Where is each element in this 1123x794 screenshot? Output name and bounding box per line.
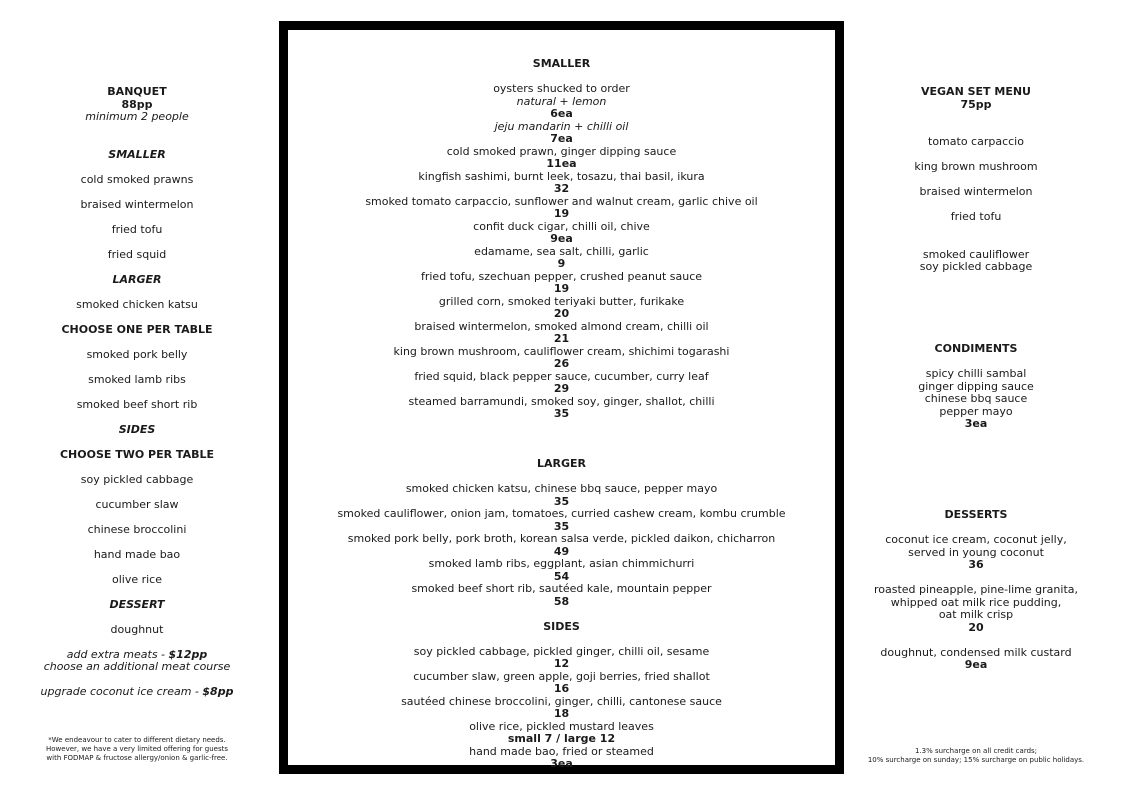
item-price: 21 — [553, 332, 570, 345]
menu-item: smoked chicken katsu — [76, 297, 198, 311]
condiments-heading: CONDIMENTS — [934, 342, 1018, 355]
banquet-smaller-list — [22, 174, 252, 262]
banquet-dessert-heading: DESSERT — [109, 597, 165, 611]
item-description: olive rice, pickled mustard leaves — [469, 719, 654, 733]
extra-meats-line: add extra meats - $12pp — [66, 647, 208, 661]
menu-line: spicy chilli sambal — [925, 367, 1027, 380]
item-description: jeju mandarin + chilli oil — [494, 119, 629, 133]
menu-line: pepper mayo — [939, 404, 1013, 418]
item-price: 12 — [553, 657, 570, 670]
menu-item: olive rice — [111, 572, 162, 586]
item-description: grilled corn, smoked teriyaki butter, furikake — [438, 294, 685, 308]
item-description: sautéed chinese broccolini, ginger, chilli, cantonese sauce — [401, 694, 722, 708]
vegan-title: VEGAN SET MENU — [921, 85, 1031, 98]
item-description: steamed barramundi, smoked soy, ginger, shallot, chilli — [408, 394, 715, 408]
vegan-items-extra — [858, 249, 1094, 274]
vegan-price: 75pp — [960, 97, 992, 111]
item-price: 6ea — [550, 107, 573, 120]
menu-item: doughnut — [110, 622, 164, 636]
item-price: 35 — [553, 407, 570, 420]
dessert-item — [858, 584, 1094, 622]
desserts-heading: DESSERTS — [944, 508, 1008, 521]
item-description: braised wintermelon, smoked almond cream, chilli oil — [414, 319, 709, 333]
menu-item: tomato carpaccio — [928, 135, 1024, 148]
item-price: 18 — [553, 707, 570, 720]
item-description: soy pickled cabbage, pickled ginger, chilli oil, sesame — [413, 644, 710, 658]
menu-line: ginger dipping sauce — [918, 379, 1034, 393]
item-description: smoked pork belly, pork broth, korean salsa verde, pickled daikon, chicharron — [347, 532, 776, 545]
item-description: smoked tomato carpaccio, sunflower and walnut cream, garlic chive oil — [365, 194, 758, 208]
item-description: cold smoked prawn, ginger dipping sauce — [446, 144, 677, 158]
banquet-larger-list — [22, 299, 252, 312]
dietary-footnote: *We endeavour to cater to different dietary needs. However, we have a very limited offering for guests with FODMAP & fructose allergy/onion & garlic-free. — [45, 736, 228, 762]
menu-line: roasted pineapple, pine-lime granita, — [873, 583, 1078, 596]
item-description: smoked beef short rib, sautéed kale, mountain pepper — [411, 582, 712, 595]
menu-item: cold smoked prawns — [80, 172, 194, 186]
item-price: 19 — [553, 282, 570, 295]
item-price: 26 — [553, 357, 570, 370]
banquet-title: BANQUET — [107, 85, 167, 98]
item-price: 9 — [557, 257, 566, 270]
banquet-choose-one-list — [22, 349, 252, 412]
banquet-sides-heading: SIDES — [118, 422, 156, 436]
menu-line: chinese bbq sauce — [924, 392, 1028, 405]
menu-item: cucumber slaw — [95, 497, 179, 511]
item-description: smoked chicken katsu, chinese bbq sauce, pepper mayo — [405, 482, 718, 495]
banquet-minimum: minimum 2 people — [85, 110, 189, 123]
main-menu-frame — [279, 21, 844, 774]
extra-meats-note: choose an additional meat course — [43, 660, 231, 673]
item-description: edamame, sea salt, chilli, garlic — [474, 244, 649, 258]
menu-item: hand made bao — [93, 547, 181, 561]
banquet-column — [22, 86, 252, 699]
dessert-item — [858, 534, 1094, 559]
item-description: oysters shucked to order — [493, 82, 630, 95]
condiments-section — [858, 343, 1094, 431]
menu-item: smoked pork belly — [86, 347, 188, 361]
item-price: 9ea — [550, 232, 573, 245]
menu-item: smoked beef short rib — [76, 397, 198, 411]
banquet-choose-two-heading: CHOOSE TWO PER TABLE — [59, 447, 214, 461]
banquet-dessert-list — [22, 624, 252, 637]
item-price: 32 — [553, 182, 570, 195]
item-price: 19 — [553, 207, 570, 220]
item-description: confit duck cigar, chilli oil, chive — [473, 219, 650, 233]
item-description: smoked lamb ribs, eggplant, asian chimmichurri — [428, 557, 695, 570]
menu-item: soy pickled cabbage — [80, 472, 194, 486]
menu-line: served in young coconut — [908, 545, 1044, 559]
menu-item: fried squid — [107, 247, 167, 261]
sides-heading: SIDES — [543, 619, 580, 633]
menu-item: chinese broccolini — [87, 522, 187, 536]
banquet-sides-list — [22, 474, 252, 587]
menu-line: whipped oat milk rice pudding, — [890, 595, 1062, 609]
menu-line: soy pickled cabbage — [919, 260, 1033, 273]
item-price: 58 — [553, 594, 570, 608]
item-price: 54 — [553, 569, 570, 583]
menu-item: smoked lamb ribs — [88, 372, 186, 386]
vegan-column — [858, 86, 1094, 274]
item-price: 20 — [553, 307, 570, 320]
menu-line: coconut ice cream, coconut jelly, — [885, 533, 1067, 546]
banquet-price: 88pp — [121, 97, 153, 111]
item-price: 35 — [553, 519, 570, 533]
item-description: kingfish sashimi, burnt leek, tosazu, thai basil, ikura — [418, 169, 705, 183]
banquet-choose-one-heading: CHOOSE ONE PER TABLE — [61, 322, 213, 336]
menu-item: braised wintermelon — [919, 185, 1033, 198]
condiments-price: 3ea — [964, 417, 988, 430]
dessert-price: 9ea — [964, 658, 988, 671]
condiments-list — [858, 368, 1094, 418]
item-description: fried tofu, szechuan pepper, crushed peanut sauce — [420, 269, 703, 283]
menu-line: oat milk crisp — [938, 608, 1014, 621]
item-price: 11ea — [546, 157, 577, 170]
smaller-list — [288, 83, 835, 421]
item-description: cucumber slaw, green apple, goji berries, fried shallot — [413, 669, 710, 683]
upgrade-line: upgrade coconut ice cream - $8pp — [40, 685, 234, 698]
item-price: 29 — [553, 382, 570, 395]
menu-item: braised wintermelon — [80, 197, 194, 211]
menu-line: doughnut, condensed milk custard — [880, 645, 1072, 659]
desserts-section — [858, 509, 1094, 672]
dessert-price: 20 — [968, 620, 984, 634]
surcharge-footnote: 1.3% surcharge on all credit cards; 10% surcharge on sunday; 15% surcharge on public holidays. — [867, 747, 1085, 764]
item-price: 49 — [553, 544, 570, 558]
item-description: hand made bao, fried or steamed — [469, 744, 654, 758]
item-description: smoked cauliflower, onion jam, tomatoes, curried cashew cream, kombu crumble — [337, 507, 786, 520]
item-description: fried squid, black pepper sauce, cucumber, curry leaf — [414, 369, 709, 383]
menu-line: smoked cauliflower — [922, 247, 1030, 261]
menu-item: king brown mushroom — [914, 160, 1038, 173]
item-price: 35 — [553, 494, 570, 508]
smaller-heading: SMALLER — [532, 57, 591, 70]
sides-list — [288, 646, 835, 771]
item-description: natural + lemon — [516, 94, 607, 108]
item-price: 16 — [553, 682, 570, 695]
item-description: king brown mushroom, cauliflower cream, shichimi togarashi — [393, 344, 730, 358]
larger-list — [288, 483, 835, 608]
banquet-smaller-heading: SMALLER — [108, 147, 166, 161]
menu-item: fried tofu — [111, 222, 163, 236]
item-price: 7ea — [550, 132, 573, 145]
item-price: 3ea — [550, 757, 573, 770]
item-price: small 7 / large 12 — [507, 732, 616, 745]
larger-heading: LARGER — [536, 457, 586, 470]
main-menu — [288, 58, 835, 771]
vegan-items — [858, 136, 1094, 224]
menu-item: fried tofu — [950, 210, 1002, 223]
banquet-larger-heading: LARGER — [112, 272, 162, 286]
dessert-price: 36 — [968, 558, 984, 571]
